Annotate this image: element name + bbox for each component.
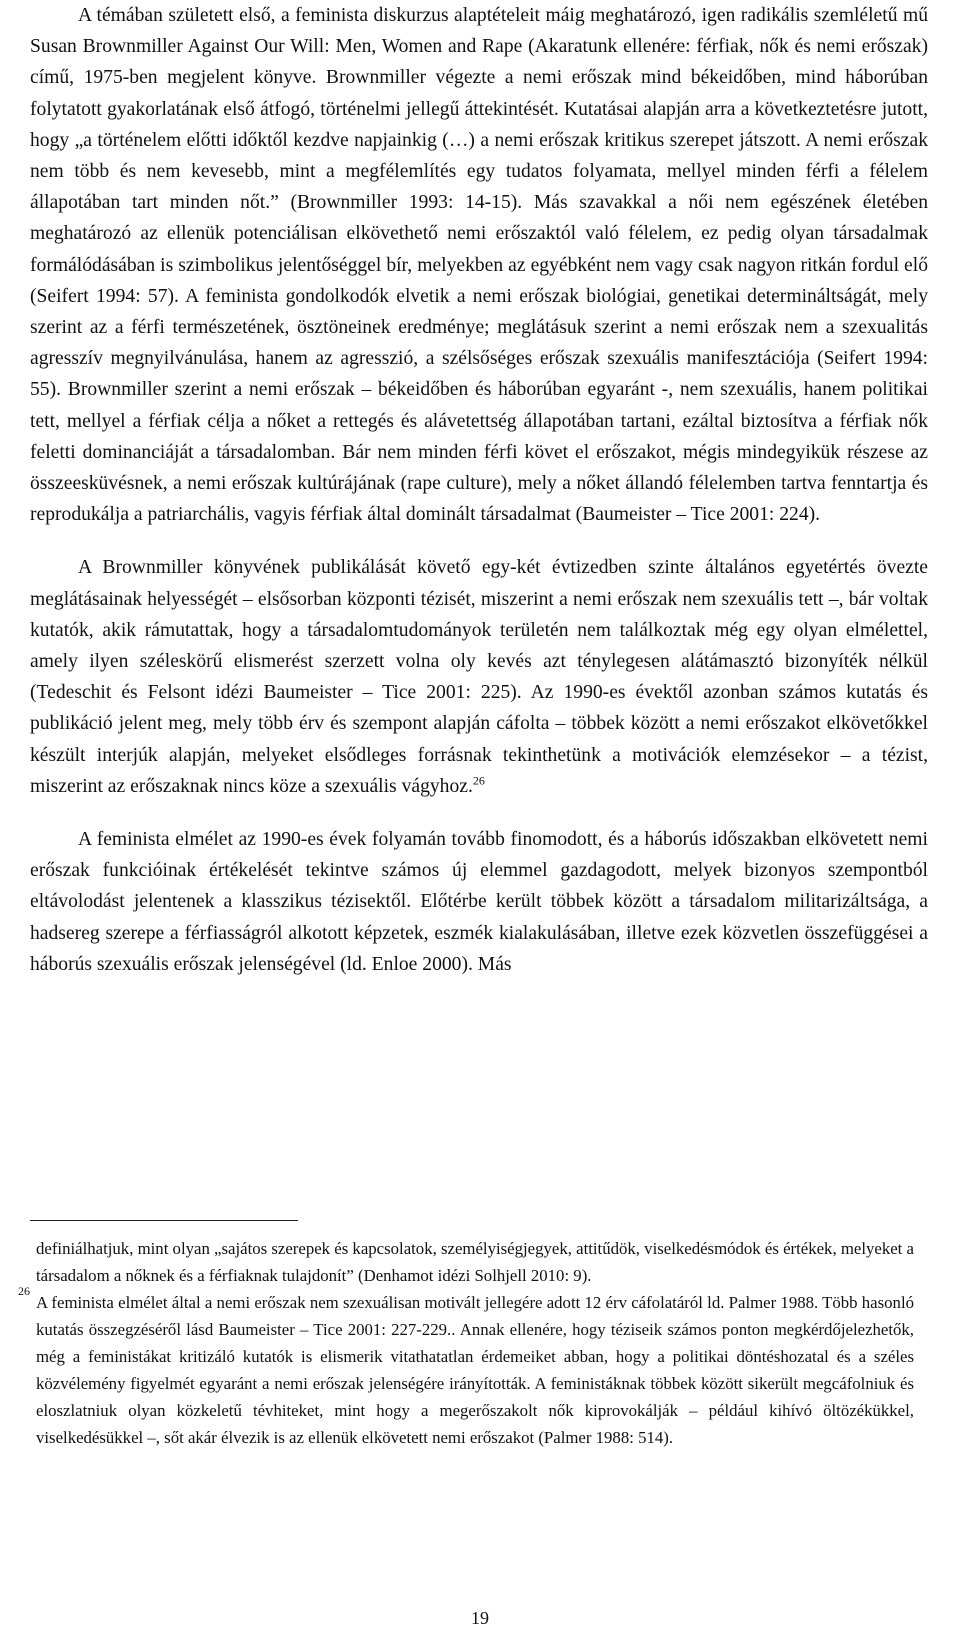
- footnote-divider: [30, 1220, 298, 1221]
- footnote-text: A feminista elmélet által a nemi erőszak nem szexuálisan motivált jellegére adott 12 érv cáfolatáról ld. Palmer 1988. Több hasonló kutatás összegzéséről lásd Baumeister – Tice 2001: 227-229.. Annak ellenére, hogy téziseik számos ponton megkérdőjelezhetők, még a feministákat kritizáló kutatók is elismerik vitathatatlan érdemeiket abban, hogy a politikai döntéshozatal és a széles közvélemény figyelmét egyaránt a nemi erőszak jelenségére irányították. A feministáknak többek között sikerült megcáfolniuk és eloszlatniuk olyan közkeletű tévhiteket, mint hogy a megerőszakolt nők kiprovokálják – például kihívó öltözékükkel, viselkedésükkel –, sőt akár élvezik is az ellenük elkövetett nemi erőszakot (Palmer 1988: 514).: [36, 1293, 914, 1447]
- page-number: 19: [471, 1608, 489, 1628]
- footnotes-section: [18, 1235, 914, 1451]
- footnote-continued-text: definiálhatjuk, mint olyan „sajátos szerepek és kapcsolatok, személyiségjegyek, attitűdök, viselkedésmódok és értékek, melyeket a társadalom a nőknek és a férfiaknak tulajdonít” (Denhamot idézi Solhjell 2010: 9).: [36, 1239, 914, 1285]
- body-paragraph-1: A témában született első, a feminista diskurzus alaptételeit máig meghatározó, igen radikális szemléletű mű Susan Brownmiller Against Our Will: Men, Women and Rape (Akaratunk ellenére: férfiak, nők és nemi erőszak) című, 1975-ben megjelent könyve. Brownmiller végezte a nemi erőszak mind békeidőben, mind háborúban folytatott gyakorlatának első átfogó, történelmi jellegű áttekintését. Kutatásai alapján arra a következtetésre jutott, hogy „a történelem előtti időktől kezdve napjainkig (…) a nemi erőszak kritikus szerepet játszott. A nemi erőszak nem több és nem kevesebb, mint a megfélemlítés egy tudatos folyamata, mellyel minden férfi a félelem állapotában tart minden nőt.” (Brownmiller 1993: 14-15). Más szavakkal a női nem egészének életében meghatározó az ellenük potenciálisan elkövethető nemi erőszaktól való félelem, ez pedig olyan társadalmak formálódásában is szimbolikus jelentőséggel bír, melyekben az egyébként nem vagy csak nagyon ritkán fordul elő (Seifert 1994: 57). A feminista gondolkodók elvetik a nemi erőszak biológiai, genetikai determináltságát, mely szerint az a férfi természetének, ösztöneinek eredménye; meglátásuk szerint a nemi erőszak nem a szexualitás agresszív megnyilvánulása, hanem az agresszió, a szélsőséges erőszak szexuális manifesztációja (Seifert 1994: 55). Brownmiller szerint a nemi erőszak – békeidőben és háborúban egyaránt -, nem szexuális, hanem politikai tett, mellyel a férfiak célja a nőket a rettegés és alávetettség állapotában tartani, ezáltal biztosítva a férfiak nők feletti dominanciáját a társadalomban. Bár nem minden férfi követ el erőszakot, mégis mindegyikük részese az összeesküvésnek, a nemi erőszak kultúrájának (rape culture), mely a nőket állandó félelemben tartva fenntartja és reprodukálja a patriarchális, vagyis férfiak által dominált társadalmat (Baumeister – Tice 2001: 224).: [30, 5, 928, 526]
- body-paragraph-2-text: A Brownmiller könyvének publikálását követő egy-két évtizedben szinte általános egyetértés övezte meglátásainak helyességét – elsősorban központi tézisét, miszerint a nemi erőszak nem szexuális tett –, bár voltak kutatók, akik rámutattak, hogy a társadalomtudományok területén nem találkoztak még egy olyan elmélettel, amely ilyen széleskörű elismerést szerzett volna oly kevés azt ténylegesen alátámasztó bizonyíték nélkül (Tedeschit és Felsont idézi Baumeister – Tice 2001: 225). Az 1990-es évektől azonban számos kutatás és publikáció jelent meg, mely több érv és szempont alapján cáfolta – többek között a nemi erőszakot elkövetőkkel készült interjúk alapján, melyeket elsődleges forrásnak tekinthetünk a motivációk elemzésekor – a tézist, miszerint az erőszaknak nincs köze a szexuális vágyhoz.: [30, 557, 928, 797]
- body-paragraph-3: A feminista elmélet az 1990-es évek folyamán tovább finomodott, és a háborús időszakban elkövetett nemi erőszak funkcióinak értékelését tekintve számos új elemmel gazdagodott, melyek bizonyos szempontból eltávolodást jelentenek a klasszikus tézisektől. Előtérbe került többek között a társadalom militarizáltsága, a hadsereg szerepe a férfiasságról alkotott képzetek, eszmék kialakulásában, illetve ezek közvetlen összefüggései a háborús szexuális erőszak jelenségével (ld. Enloe 2000). Más: [30, 829, 928, 975]
- footnote-26: [18, 1284, 914, 1451]
- footnote-number: 26: [18, 1284, 30, 1298]
- footnote-reference-26[interactable]: 26: [472, 773, 485, 788]
- footnote-continued: [30, 1235, 914, 1289]
- main-text: [30, 0, 928, 980]
- body-paragraph-2: [30, 552, 928, 802]
